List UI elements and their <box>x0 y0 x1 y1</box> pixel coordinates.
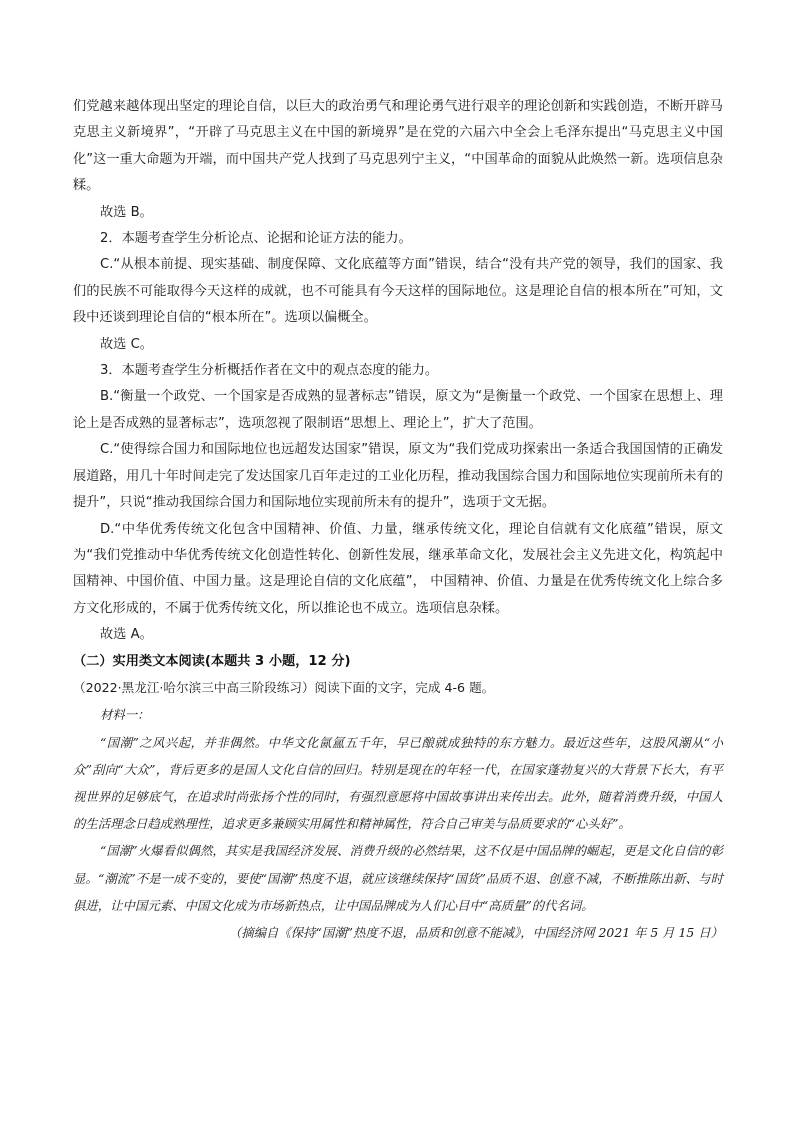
explanation-paragraph: C.“使得综合国力和国际地位也远超发达国家”错误，原文为“我们党成功探索出一条适合我国国情的正确发展道路，用几十年时间走完了发达国家几百年走过的工业化历程，推动我国综合国力和国际地位实现前所未有的提升”，只说“推动我国综合国力和国际地位实现前所未有的提升”，选项于文无据。 <box>73 442 723 511</box>
answer-explanation <box>73 94 723 649</box>
material-attribution: （摘编自《保持“国潮”热度不退，品质和创意不能减》，中国经济网 2021 年 5 月 15 日） <box>228 924 723 940</box>
material-paragraph: “国潮”之风兴起，并非偶然。中华文化氤氲五千年，早已酿就成独特的东方魅力。最近这些年，这股风潮从“小众”刮向“大众”，背后更多的是国人文化自信的回归。特别是现在的年轻一代，在国家蓬勃复兴的大背景下长大，有平视世界的足够底气，在追求时尚张扬个性的同时，有强烈意愿将中国故事讲出来传出去。此外，随着消费升级，中国人的生活理念日趋成熟理性，追求更多兼顾实用属性和精神属性，符合自己审美与品质要求的“心头好”。 <box>73 734 723 832</box>
explanation-paragraph: 故选 B。 <box>100 204 153 220</box>
material-label: 材料一： <box>100 707 150 723</box>
material-paragraph: “国潮”火爆看似偶然，其实是我国经济发展、消费升级的必然结果，这不仅是中国品牌的崛起，更是文化自信的彰显。“潮流”不是一成不变的，要使“国潮”热度不退，就应该继续保持“国货”品质不退、创意不减，不断推陈出新、与时俱进，让中国元素、中国文化成为市场新热点，让中国品牌成为人们心目中“高质量”的代名词。 <box>73 843 723 913</box>
explanation-paragraph: 故选 A。 <box>100 627 153 643</box>
explanation-paragraph: D.“中华优秀传统文化包含中国精神、价值、力量，继承传统文化，理论自信就有文化底蕴”错误，原文为“我们党推动中华优秀传统文化创造性转化、创新性发展，继承革命文化，发展社会主义先进文化，构筑起中国精神、中国价值、中国力量。这是理论自信的文化底蕴”， 中国精神、价值、力量是在优秀传统文化上综合多方文化形成的，不属于优秀传统文化，所以推论也不成立。选项信息杂糅。 <box>73 521 723 616</box>
explanation-paragraph: B.“衡量一个政党、一个国家是否成熟的显著标志”错误，原文为“是衡量一个政党、一个国家在思想上、理论上是否成熟的显著标志”，选项忽视了限制语“思想上、理论上”，扩大了范围。 <box>73 389 723 431</box>
explanation-paragraph: 们党越来越体现出坚定的理论自信，以巨大的政治勇气和理论勇气进行艰辛的理论创新和实践创造，不断开辟马克思主义新境界”，“开辟了马克思主义在中国的新境界”是在党的六届六中全会上毛泽东提出“马克思主义中国化”这一重大命题为开端，而中国共产党人找到了马克思列宁主义，“中国革命的面貌从此焕然一新。选项信息杂糅。 <box>73 99 723 194</box>
explanation-paragraph: 3．本题考查学生分析概括作者在文中的观点态度的能力。 <box>100 363 439 379</box>
explanation-paragraph: 故选 C。 <box>100 336 153 352</box>
explanation-paragraph: 2．本题考查学生分析论点、论据和论证方法的能力。 <box>100 231 412 247</box>
material-one <box>73 701 723 946</box>
section-heading: （二）实用类文本阅读(本题共 3 小题，12 分) <box>73 653 351 669</box>
explanation-paragraph: C.“从根本前提、现实基础、制度保障、文化底蕴等方面”错误，结合“没有共产党的领导，我们的国家、我们的民族不可能取得今天这样的成就，也不可能具有今天这样的国际地位。这是理论自信的根本所在”可知，文段中还谈到理论自信的“根本所在”。选项以偏概全。 <box>73 257 723 326</box>
question-source: （2022·黑龙江·哈尔滨三中高三阶段练习）阅读下面的文字，完成 4-6 题。 <box>73 679 495 695</box>
page-content <box>73 94 723 946</box>
